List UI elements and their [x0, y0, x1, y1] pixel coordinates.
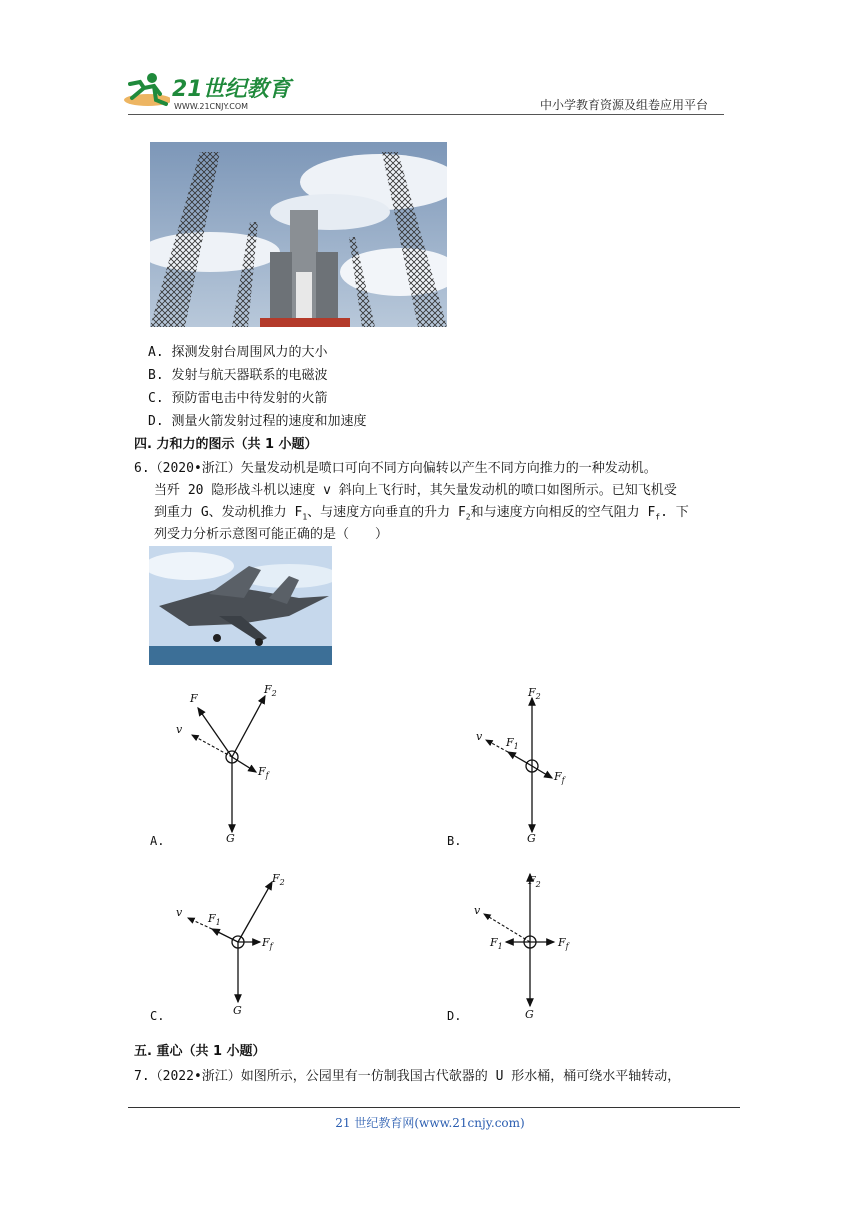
diagram-a [168, 682, 288, 847]
arrow-f1 [212, 929, 238, 942]
label-v: v [474, 904, 481, 917]
label-g: G [233, 1004, 242, 1016]
label-v: v [476, 730, 483, 743]
section-heading-5: 五. 重心（共 1 小题） [134, 1044, 266, 1059]
label-ff: $F_f$ [262, 936, 273, 951]
label-ff: $F_f$ [554, 770, 565, 785]
label-ff: $F_f$ [558, 936, 569, 951]
label-f2: $F_2$ [528, 686, 541, 701]
q6-line-4: 列受力分析示意图可能正确的是（ ） [154, 527, 389, 542]
label-f2: $F_2$ [528, 874, 541, 889]
diagram-b [466, 682, 586, 847]
fighter-jet-photo [149, 546, 332, 665]
option-b: B. 发射与航天器联系的电磁波 [148, 368, 328, 383]
label-v: v [176, 906, 183, 919]
logo [122, 66, 302, 118]
label-f2: $F_2$ [272, 872, 285, 887]
footer-divider [128, 1107, 740, 1108]
label-g: G [527, 832, 536, 845]
label-f2: $F_2$ [264, 683, 277, 698]
diagram-c [168, 866, 288, 1016]
option-a: A. 探测发射台周围风力的大小 [148, 345, 328, 360]
logo-url: WWW.21CNJY.COM [174, 102, 249, 111]
option-c: C. 预防雷电击中待发射的火箭 [148, 391, 328, 406]
footer-link[interactable]: 21 世纪教育网(www.21cnjy.com) [335, 1116, 525, 1130]
choice-b-label: B. [447, 834, 462, 848]
runner-logo-icon [122, 70, 170, 114]
diagram-d [466, 866, 586, 1021]
velocity-dashed-arrow [486, 740, 508, 752]
label-f1: $F_1$ [506, 736, 519, 751]
choice-a-label: A. [150, 834, 165, 848]
choice-d-label: D. [447, 1009, 462, 1023]
q6-line-2: 当歼 20 隐形战斗机以速度 v 斜向上飞行时，其矢量发动机的喷口如图所示。已知飞机受 [154, 483, 677, 498]
arrow-f2 [238, 882, 272, 942]
option-d: D. 测量火箭发射过程的速度和加速度 [148, 414, 367, 429]
label-f1: $F_1$ [208, 912, 221, 927]
section-heading-4: 四. 力和力的图示（共 1 小题） [134, 437, 318, 452]
label-g: G [525, 1008, 534, 1021]
arrow-f [198, 708, 232, 757]
arrow-f1 [508, 752, 532, 766]
choice-c-label: C. [150, 1009, 165, 1023]
label-g: G [226, 832, 235, 845]
rocket-launch-photo [150, 142, 447, 327]
q7-line-1: 7.（2022•浙江）如图所示，公园里有一仿制我国古代欹器的 U 形水桶，桶可绕水平轴转动， [134, 1069, 681, 1084]
platform-name: 中小学教育资源及组卷应用平台 [540, 98, 709, 112]
label-ff: $F_f$ [258, 765, 269, 780]
arrow-ff [232, 757, 256, 772]
arrow-ff [532, 766, 552, 778]
logo-text: 21世纪教育 [172, 77, 291, 102]
q6-line-3: 到重力 G、发动机推力 $F_1$、与速度方向垂直的升力 $F_2$和与速度方向相反的空气阻力 $F_f$. 下 [154, 505, 689, 522]
velocity-dashed-arrow [192, 735, 232, 757]
label-f1: $F_1$ [490, 936, 503, 951]
arrow-f2 [232, 696, 265, 757]
q6-line-1: 6.（2020•浙江）矢量发动机是喷口可向不同方向偏转以产生不同方向推力的一种发动机。 [134, 461, 657, 476]
label-f: F [190, 692, 198, 705]
label-v: v [176, 723, 183, 736]
header-divider [128, 114, 724, 115]
